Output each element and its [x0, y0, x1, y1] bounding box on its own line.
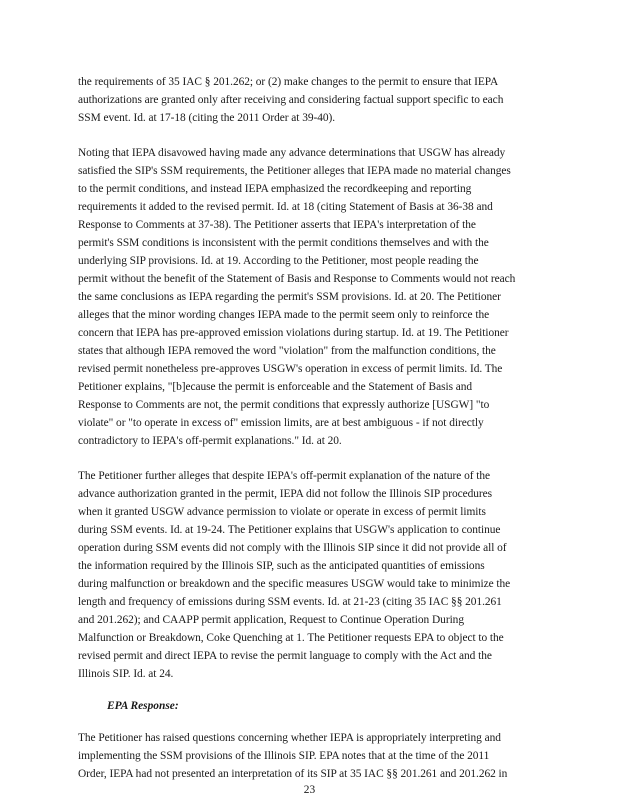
text-line: revised permit nonetheless pre-approves USGW's operation in excess of permit limits. Id. The [78, 363, 503, 375]
text-line: and 201.262); and CAAPP permit application, Request to Continue Operation During [78, 614, 464, 626]
text-line: requirements it added to the revised permit. Id. at 18 (citing Statement of Basis at 36-38 and [78, 201, 493, 213]
text-line: Response to Comments are not, the permit conditions that expressly authorize [USGW] "to [78, 399, 490, 411]
text-line: when it granted USGW advance permission to violate or operate in excess of permit limits [78, 506, 486, 518]
text-line: advance authorization granted in the permit, IEPA did not follow the Illinois SIP procedures [78, 488, 493, 500]
text-line: permit without the benefit of the Statement of Basis and Response to Comments would not reach [78, 273, 516, 285]
text-line: the information required by the Illinois SIP, such as the anticipated quantities of emissions [78, 560, 485, 572]
text-line: satisfied the SIP's SSM requirements, the Petitioner alleges that IEPA made no material changes [78, 165, 511, 177]
text-line: alleges that the minor wording changes IEPA made to the permit seem only to reinforce the [78, 309, 490, 321]
text-line: during SSM events. Id. at 19-24. The Petitioner explains that USGW's application to continue [78, 524, 501, 536]
text-line: Illinois SIP. Id. at 24. [78, 668, 174, 680]
text-line: The Petitioner has raised questions concerning whether IEPA is appropriately interpreting and [78, 732, 501, 744]
text-line: states that although IEPA removed the word "violation" from the malfunction conditions, the [78, 345, 496, 357]
page-number: 23 [303, 784, 316, 796]
text-line: revised permit and direct IEPA to revise the permit language to comply with the Act and the [78, 650, 492, 662]
text-line: Petitioner explains, "[b]ecause the permit is enforceable and the Statement of Basis and [78, 381, 473, 393]
text-line: during malfunction or breakdown and the specific measures USGW would take to minimize the [78, 578, 511, 590]
text-line: contradictory to IEPA's off-permit explanations." Id. at 20. [78, 435, 342, 447]
text-line: implementing the SSM provisions of the Illinois SIP. EPA notes that at the time of the 2011 [78, 750, 490, 762]
text-line: concern that IEPA has pre-approved emission violations during startup. Id. at 19. The Petitioner [78, 327, 509, 339]
section-heading: EPA Response: [107, 700, 179, 712]
text-line: length and frequency of emissions during SSM events. Id. at 21-23 (citing 35 IAC §§ 201.261 [78, 596, 502, 608]
text-line: the requirements of 35 IAC § 201.262; or (2) make changes to the permit to ensure that IEPA [78, 76, 499, 88]
text-line: Malfunction or Breakdown, Coke Quenching at 1. The Petitioner requests EPA to object to the [78, 632, 504, 644]
text-line: Order, IEPA had not presented an interpretation of its SIP at 35 IAC §§ 201.261 and 201.262 in [78, 768, 508, 780]
text-line: Response to Comments at 37-38). The Petitioner asserts that IEPA's interpretation of the [78, 219, 476, 231]
text-line: to the permit conditions, and instead IEPA emphasized the recordkeeping and reporting [78, 183, 472, 195]
text-line: violate" or "to operate in excess of" emission limits, are at best ambiguous - if not directly [78, 417, 484, 429]
text-line: Noting that IEPA disavowed having made any advance determinations that USGW has already [78, 147, 506, 159]
text-line: the same conclusions as IEPA regarding the permit's SSM provisions. Id. at 20. The Petitioner [78, 291, 501, 303]
text-line: authorizations are granted only after receiving and considering factual support specific to each [78, 94, 504, 106]
text-line: underlying SIP provisions. Id. at 19. According to the Petitioner, most people reading the [78, 255, 479, 267]
text-line: SSM event. Id. at 17-18 (citing the 2011 Order at 39-40). [78, 112, 336, 124]
text-line: The Petitioner further alleges that despite IEPA's off-permit explanation of the nature of the [78, 470, 491, 482]
text-line: operation during SSM events did not comply with the Illinois SIP since it did not provide all of [78, 542, 507, 554]
text-line: permit's SSM conditions is inconsistent with the permit conditions themselves and with the [78, 237, 489, 249]
